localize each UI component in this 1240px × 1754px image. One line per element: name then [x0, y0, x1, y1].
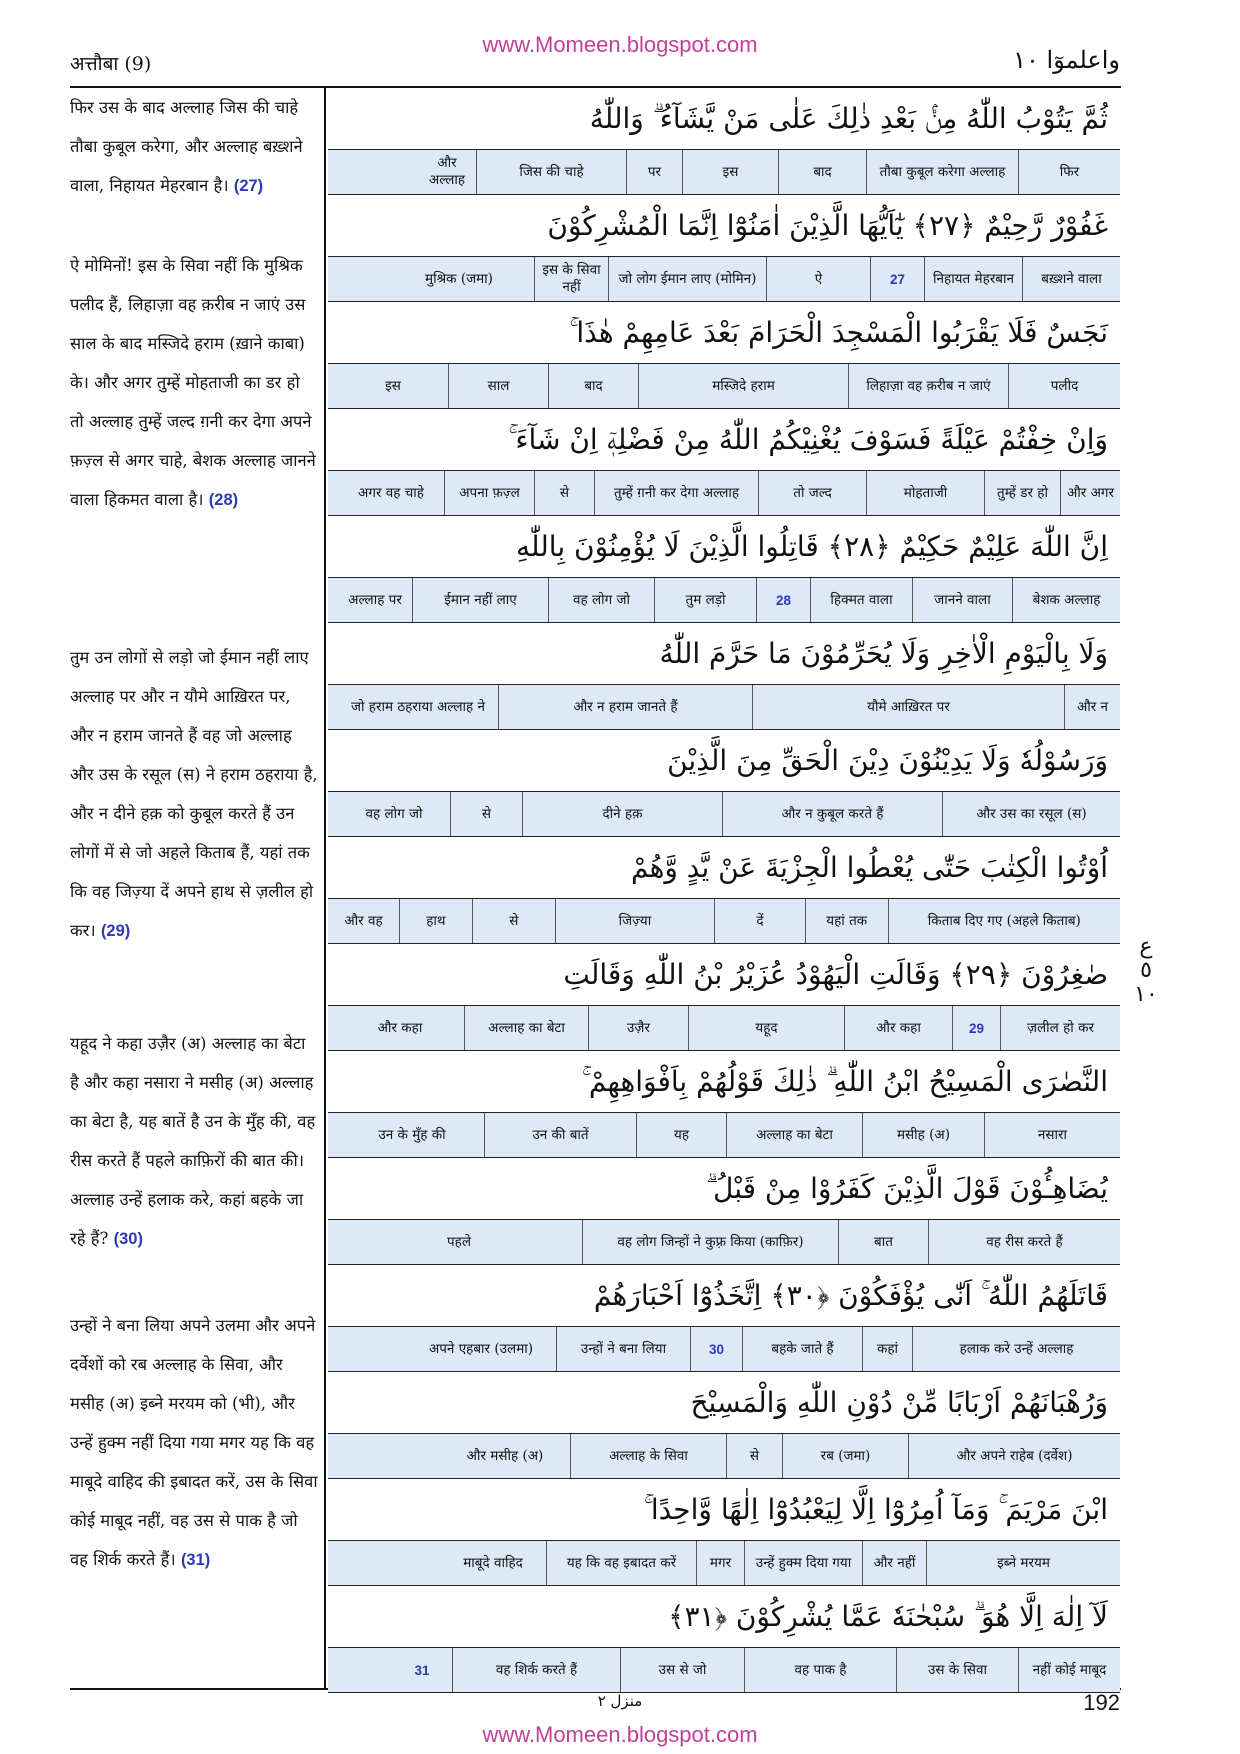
word-meaning-row [328, 578, 1120, 623]
word-meaning-cell: से [472, 899, 555, 943]
word-meaning-cell: दीने हक़ [522, 792, 722, 836]
word-meaning-row [328, 150, 1120, 195]
word-meaning-cell: इस के सिवा नहीं [534, 257, 608, 301]
word-meaning-cell: और अगर [1060, 471, 1120, 515]
arabic-text: وَرُهْبَانَهُمْ اَرْبَابًا مِّنْ دُوْنِ اللّٰهِ وَالْمَسِيْحَ [690, 1386, 1108, 1419]
verse-number-cell: 30 [690, 1327, 742, 1371]
word-meaning-row [328, 1648, 1120, 1693]
word-meaning-cell: यहूद [688, 1006, 844, 1050]
word-meaning-cell: वह लोग जो [365, 805, 423, 822]
word-meaning-cell: निहायत मेहरबान [924, 257, 1022, 301]
word-meaning-cell: से [726, 1434, 782, 1478]
arabic-text: صٰغِرُوْنَ ﴿٢٩﴾ وَقَالَتِ الْيَهُوْدُ عُزَيْرُ بْنُ اللّٰهِ وَقَالَتِ [563, 958, 1108, 991]
word-meaning-cell: लिहाज़ा वह क़रीब न जाएं [848, 364, 1008, 408]
word-meaning-cell: इब्ने मरयम [926, 1541, 1120, 1585]
verse-number-cell: 29 [952, 1006, 1000, 1050]
word-meaning-cell: कहां [862, 1327, 912, 1371]
word-meaning-row [328, 1006, 1120, 1051]
word-meaning-cell: मगर [696, 1541, 744, 1585]
word-meaning-cell: और कहा [844, 1006, 952, 1050]
arabic-text: يُضَاهِـُٔوْنَ قَوْلَ الَّذِيْنَ كَفَرُوْا مِنْ قَبْلُ ۗ [705, 1171, 1108, 1205]
word-meaning-cell: बाद [548, 364, 638, 408]
verse-number-cell: 31 [414, 1662, 430, 1678]
word-meaning-cell: अल्लाह का बेटा [726, 1113, 862, 1157]
word-meaning-cell: पहले [447, 1233, 471, 1250]
arabic-verse-line [328, 1586, 1120, 1648]
word-meaning-cell: ज़लील हो कर [1000, 1006, 1120, 1050]
word-meaning-row [328, 685, 1120, 730]
word-meaning-cell: बख़्शने वाला [1022, 257, 1120, 301]
word-meaning-row [328, 1541, 1120, 1586]
arabic-verse-line [328, 1158, 1120, 1220]
word-meaning-cell: तुम लड़ो [654, 578, 756, 622]
arabic-text: اِنَّ اللّٰهَ عَلِيْمٌ حَكِيْمٌ ﴿٢٨﴾ قَاتِلُوا الَّذِيْنَ لَا يُؤْمِنُوْنَ بِاللّٰهِ [515, 530, 1108, 563]
word-meaning-cell: यौमे आख़िरत पर [752, 685, 1064, 729]
word-meaning-cell: जानने वाला [912, 578, 1012, 622]
word-meaning-cell: तो जल्द [758, 471, 866, 515]
word-meaning-row [328, 1220, 1120, 1265]
word-meaning-cell: और न हराम जानते हैं [498, 685, 752, 729]
word-meaning-cell: फिर [1018, 150, 1120, 194]
arabic-verse-line [328, 623, 1120, 685]
word-meaning-cell: वह लोग जो [548, 578, 654, 622]
arabic-text: النَّصٰرَى الْمَسِيْحُ ابْنُ اللّٰهِ ۗ ذٰلِكَ قَوْلُهُمْ بِاَفْوَاهِهِمْ ۚ [581, 1064, 1108, 1098]
word-meaning-cell: अपने एहबार (उलमा) [428, 1340, 534, 1357]
ruku-marker: ع ٥ ١٠ [1134, 934, 1158, 1007]
word-meaning-cell: और उस का रसूल (स) [942, 792, 1120, 836]
arabic-text: ابْنَ مَرْيَمَ ۚ وَمَآ اُمِرُوْٓا اِلَّا لِيَعْبُدُوْٓا اِلٰهًا وَّاحِدًا ۚ [643, 1492, 1108, 1526]
arabic-verse-line [328, 516, 1120, 578]
word-meaning-cell: दें [714, 899, 805, 943]
page-number: 192 [1083, 1690, 1120, 1715]
word-meaning-row [328, 1327, 1120, 1372]
word-meaning-cell: से [534, 471, 594, 515]
word-meaning-cell: और न कुबूल करते हैं [722, 792, 942, 836]
word-meaning-cell: बाद [778, 150, 866, 194]
arabic-verse-line [328, 1479, 1120, 1541]
translation-paragraph-30 [70, 1024, 318, 1259]
word-meaning-cell: वह लोग जिन्हों ने कुफ़्र किया (काफ़िर) [582, 1220, 838, 1264]
word-meaning-cell: उन की बातें [484, 1113, 636, 1157]
word-meaning-cell: वह शिर्क करते हैं [452, 1648, 620, 1692]
word-meaning-cell: अल्लाह का बेटा [464, 1006, 588, 1050]
word-meaning-cell: अपना फ़ज़्ल [444, 471, 534, 515]
arabic-text: وَاِنْ خِفْتُمْ عَيْلَةً فَسَوْفَ يُغْنِيْكُمُ اللّٰهُ مِنْ فَضْلِهٖٓ اِنْ شَآءَ ۚ [508, 422, 1108, 456]
manzil-label: منزل ٢ [597, 1692, 643, 1710]
word-meaning-cell: उज़ैर [588, 1006, 688, 1050]
arabic-verse-line [328, 195, 1120, 257]
translation-text: ऐ मोमिनों! इस के सिवा नहीं कि मुश्रिक पलीद हैं, लिहाज़ा वह क़रीब न जाएं उस साल के बाद मस्जिदे हराम (ख़ाने काबा) के। और अगर तुम्हें मोहताजी का डर हो तो अल्लाह तुम्हें जल्द ग़नी कर देगा अपने फ़ज़्ल से अगर चाहे, बेशक अल्लाह जानने वाला हिकमत वाला है। [70, 256, 316, 509]
word-meaning-cell: और अल्लाह [428, 155, 466, 188]
arabic-text: غَفُوْرٌ رَّحِيْمٌ ﴿٢٧﴾ يٰٓاَيُّهَا الَّذِيْنَ اٰمَنُوْٓا اِنَّمَا الْمُشْرِكُوْنَ [547, 209, 1108, 242]
arabic-text: لَآ اِلٰهَ اِلَّا هُوَ ۗ سُبْحٰنَهٗ عَمَّا يُشْرِكُوْنَ ﴿٣١﴾ [668, 1599, 1108, 1633]
arabic-verse-line [328, 409, 1120, 471]
word-meaning-cell: यह [636, 1113, 726, 1157]
translation-text: उन्हों ने बना लिया अपने उलमा और अपने दर्वेशों को रब अल्लाह के सिवा, और मसीह (अ) इब्ने मरयम को (भी), और उन्हें हुक्म नहीं दिया गया मगर यह कि वह माबूदे वाहिद की इबादत करें, उस के सिवा कोई माबूद नहीं, वह उस से पाक है जो वह शिर्क करते हैं। [70, 1316, 318, 1569]
word-meaning-cell: रब (जमा) [782, 1434, 908, 1478]
word-meaning-cell: हलाक करे उन्हें अल्लाह [912, 1327, 1120, 1371]
word-meaning-cell: उन के मुँह की [378, 1126, 446, 1143]
word-meaning-cell: वह पाक है [744, 1648, 896, 1692]
word-by-word-grid [328, 88, 1120, 1693]
word-meaning-cell: अल्लाह के सिवा [570, 1434, 726, 1478]
word-meaning-cell: मोहताजी [866, 471, 984, 515]
translation-text: यहूद ने कहा उज़ैर (अ) अल्लाह का बेटा है और कहा नसारा ने मसीह (अ) अल्लाह का बेटा है, यह बातें है उन के मुँह की, वह रीस करते हैं पहले काफ़िरों की बात की। अल्लाह उन्हें हलाक करे, कहां बहके जा रहे हैं? [70, 1034, 316, 1248]
word-meaning-cell: ईमान नहीं लाए [412, 578, 548, 622]
arabic-text: ثُمَّ يَتُوْبُ اللّٰهُ مِنْۢ بَعْدِ ذٰلِكَ عَلٰى مَنْ يَّشَآءُ ۗ وَاللّٰهُ [589, 101, 1108, 135]
word-meaning-cell: बहके जाते हैं [742, 1327, 862, 1371]
word-meaning-cell: तुम्हें ग़नी कर देगा अल्लाह [594, 471, 758, 515]
word-meaning-cell: साल [448, 364, 548, 408]
word-meaning-row [328, 1113, 1120, 1158]
word-meaning-cell: पलीद [1008, 364, 1120, 408]
translation-paragraph-28 [70, 246, 318, 520]
arabic-verse-line [328, 1372, 1120, 1434]
translation-column [70, 88, 318, 1684]
word-meaning-cell: मसीह (अ) [862, 1113, 984, 1157]
arabic-text: اُوْتُوا الْكِتٰبَ حَتّٰى يُعْطُوا الْجِزْيَةَ عَنْ يَّدٍ وَّهُمْ [630, 851, 1108, 884]
word-meaning-cell: और नहीं [862, 1541, 926, 1585]
word-meaning-cell: अल्लाह पर [348, 591, 402, 608]
word-meaning-cell: नहीं कोई माबूद [1018, 1648, 1120, 1692]
word-meaning-row [328, 257, 1120, 302]
translation-paragraph-27 [70, 88, 318, 206]
word-meaning-cell: बेशक अल्लाह [1012, 578, 1120, 622]
translation-text: फिर उस के बाद अल्लाह जिस की चाहे तौबा कुबूल करेगा, और अल्लाह बख़्शने वाला, निहायत मेहरबान है। [70, 98, 303, 195]
word-meaning-cell: और न [1064, 685, 1120, 729]
arabic-verse-line [328, 1265, 1120, 1327]
page-header-surah: अत्तौबा (9) [70, 53, 152, 75]
column-divider [324, 86, 326, 1688]
arabic-verse-line [328, 1051, 1120, 1113]
arabic-text: وَلَا بِالْيَوْمِ الْاٰخِرِ وَلَا يُحَرِّمُوْنَ مَا حَرَّمَ اللّٰهُ [659, 637, 1108, 670]
word-meaning-cell: जिज़्या [555, 899, 715, 943]
verse-number: (27) [233, 177, 264, 195]
word-meaning-row [328, 899, 1120, 944]
word-meaning-cell: तौबा कुबूल करेगा अल्लाह [866, 150, 1018, 194]
word-meaning-cell: और वह [344, 912, 383, 929]
word-meaning-cell: उस के सिवा [896, 1648, 1018, 1692]
word-meaning-cell: इस [385, 377, 401, 394]
word-meaning-cell: और अपने राहेब (दर्वेश) [908, 1434, 1120, 1478]
word-meaning-cell: तुम्हें डर हो [984, 471, 1060, 515]
translation-text: तुम उन लोगों से लड़ो जो ईमान नहीं लाए अल्लाह पर और न यौमे आख़िरत पर, और न हराम जानते हैं वह जो अल्लाह और उस के रसूल (स) ने हराम ठहराया है, और न दीने हक़ को कुबूल करते हैं उन लोगों में से जो अहले किताब हैं, यहां तक कि वह जिज़्या दें अपने हाथ से ज़लील हो कर। [70, 648, 318, 940]
word-meaning-cell: उन्हों ने बना लिया [556, 1327, 690, 1371]
translation-paragraph-31 [70, 1306, 318, 1580]
verse-number-cell: 27 [870, 257, 924, 301]
word-meaning-cell: किताब दिए गए (अहले किताब) [888, 899, 1120, 943]
word-meaning-cell: माबूदे वाहिद [463, 1554, 523, 1571]
word-meaning-cell: नसारा [984, 1113, 1120, 1157]
word-meaning-cell: वह रीस करते हैं [928, 1220, 1120, 1264]
verse-number: (29) [100, 922, 131, 940]
page-header-para: واعلموٓا ١٠ [1013, 46, 1120, 74]
word-meaning-cell: अगर वह चाहे [358, 484, 424, 501]
arabic-text: وَرَسُوْلُهٗ وَلَا يَدِيْنُوْنَ دِيْنَ الْحَقِّ مِنَ الَّذِيْنَ [667, 744, 1108, 777]
verse-number: (30) [113, 1230, 143, 1248]
arabic-verse-line [328, 88, 1120, 150]
site-url-bottom[interactable]: www.Momeen.blogspot.com [482, 1722, 758, 1747]
word-meaning-cell: उन्हें हुक्म दिया गया [744, 1541, 862, 1585]
word-meaning-cell: यह कि वह इबादत करें [546, 1541, 696, 1585]
word-meaning-cell: इस [682, 150, 778, 194]
word-meaning-row [328, 1434, 1120, 1479]
word-meaning-cell: जो लोग ईमान लाए (मोमिन) [608, 257, 766, 301]
word-meaning-cell: पर [626, 150, 682, 194]
verse-number: (31) [180, 1551, 211, 1569]
word-meaning-cell: यहां तक [805, 899, 888, 943]
verse-number-cell: 28 [756, 578, 810, 622]
word-meaning-row [328, 792, 1120, 837]
site-url-top[interactable]: www.Momeen.blogspot.com [482, 32, 758, 57]
arabic-verse-line [328, 730, 1120, 792]
word-meaning-cell: और कहा [377, 1019, 423, 1036]
word-meaning-cell: मुश्रिक (जमा) [425, 270, 493, 287]
word-meaning-cell: उस से जो [620, 1648, 744, 1692]
word-meaning-cell: बात [838, 1220, 928, 1264]
arabic-text: قَاتَلَهُمُ اللّٰهُ ۚ اَنّٰى يُؤْفَكُوْنَ ﴿٣٠﴾ اِتَّخَذُوْٓا اَحْبَارَهُمْ [593, 1278, 1108, 1312]
arabic-verse-line [328, 837, 1120, 899]
translation-paragraph-29 [70, 638, 318, 951]
arabic-text: نَجَسٌ فَلَا يَقْرَبُوا الْمَسْجِدَ الْحَرَامَ بَعْدَ عَامِهِمْ هٰذَا ۚ [569, 315, 1108, 349]
word-meaning-cell: से [450, 792, 522, 836]
word-meaning-row [328, 364, 1120, 409]
word-meaning-cell: और मसीह (अ) [466, 1447, 544, 1464]
arabic-verse-line [328, 302, 1120, 364]
word-meaning-cell: ऐ [766, 257, 870, 301]
arabic-verse-line [328, 944, 1120, 1006]
word-meaning-cell: हिक्मत वाला [810, 578, 912, 622]
word-meaning-cell: मस्जिदे हराम [638, 364, 848, 408]
word-meaning-cell: जिस की चाहे [476, 150, 626, 194]
word-meaning-row [328, 471, 1120, 516]
word-meaning-cell: हाथ [399, 899, 472, 943]
word-meaning-cell: जो हराम ठहराया अल्लाह ने [350, 698, 485, 715]
verse-number: (28) [208, 491, 239, 509]
